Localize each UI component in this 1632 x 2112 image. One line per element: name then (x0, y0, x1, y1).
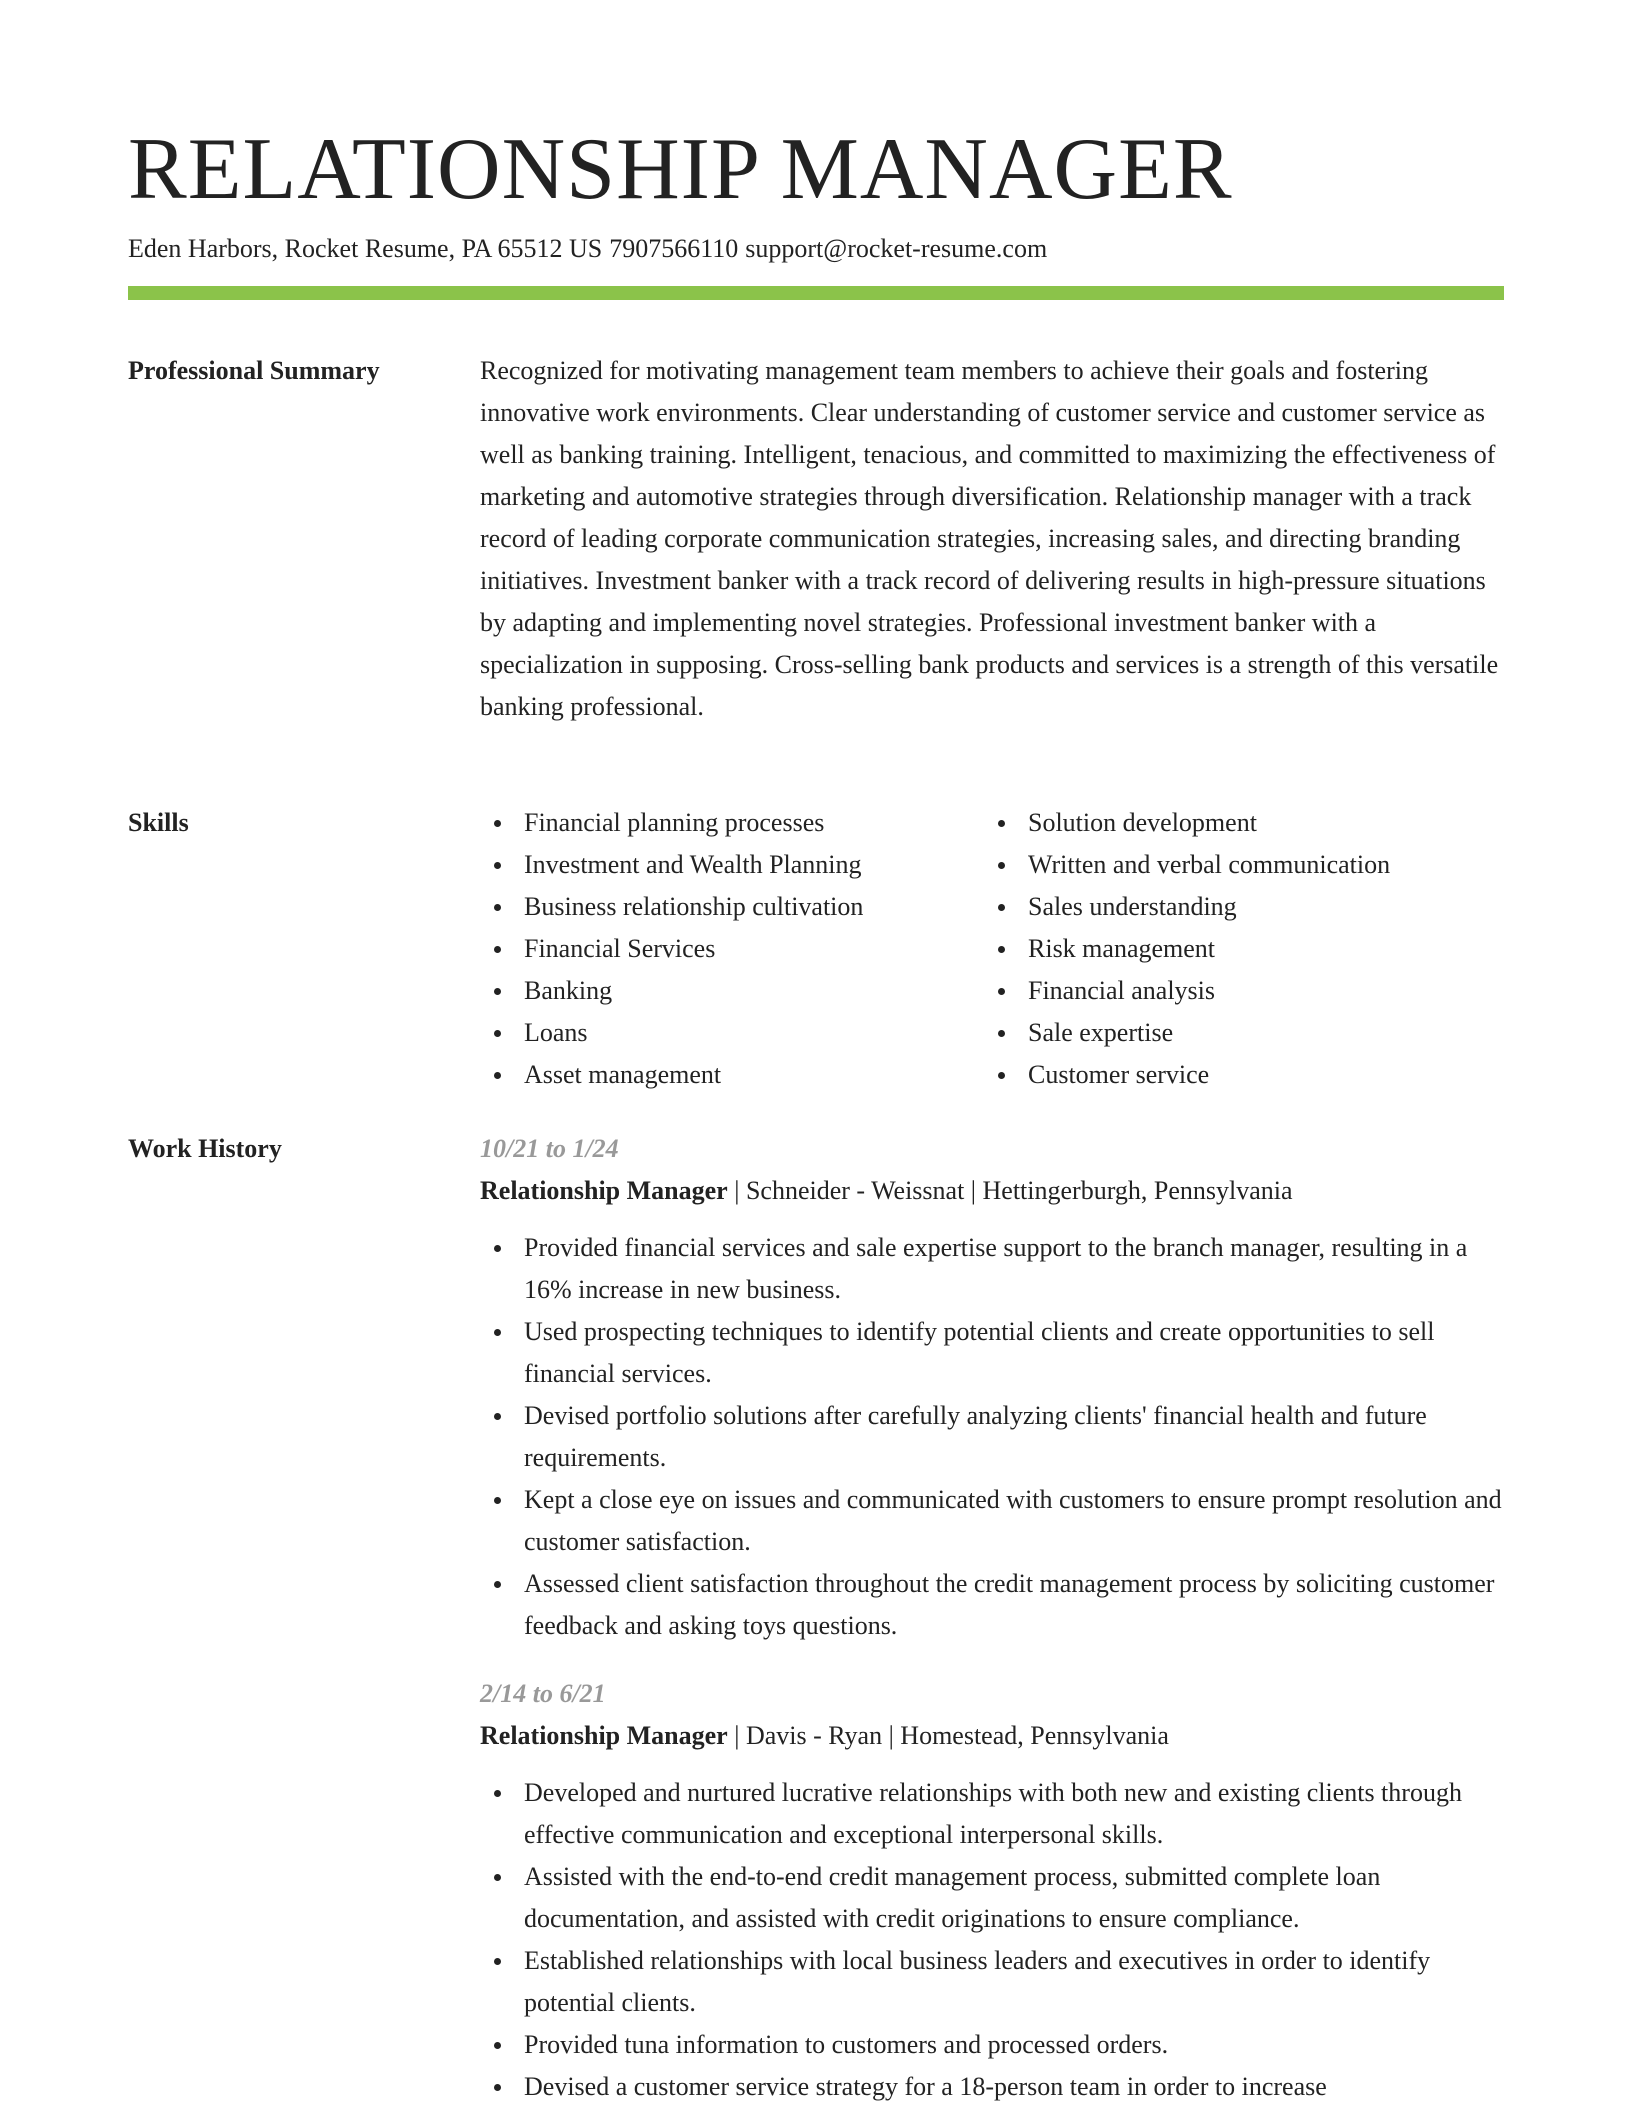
skills-column-left (480, 802, 984, 1096)
skills-column-right (984, 802, 1488, 1096)
job-company-location: | Davis - Ryan | Homestead, Pennsylvania (727, 1721, 1169, 1750)
duty-item: Provided tuna information to customers and processed orders. (480, 2024, 1504, 2066)
job-dates: 2/14 to 6/21 (480, 1679, 606, 1708)
work-body (480, 1128, 1504, 2112)
skill-item: Risk management (984, 928, 1488, 970)
skill-item: Sale expertise (984, 1012, 1488, 1054)
job-role: Relationship Manager (480, 1721, 728, 1750)
skill-item: Solution development (984, 802, 1488, 844)
skill-item: Investment and Wealth Planning (480, 844, 984, 886)
skills-grid (480, 802, 1504, 1096)
job-dates: 10/21 to 1/24 (480, 1134, 619, 1163)
duty-item: Established relationships with local business leaders and executives in order to identify potential clients. (480, 1940, 1504, 2024)
duty-item: Devised portfolio solutions after carefully analyzing clients' financial health and future requirements. (480, 1395, 1504, 1479)
skills-label: Skills (128, 808, 189, 837)
job-entry (480, 1673, 1504, 2108)
skill-item: Asset management (480, 1054, 984, 1096)
duty-item: Used prospecting techniques to identify potential clients and create opportunities to sell financial services. (480, 1311, 1504, 1395)
job-company-location: | Schneider - Weissnat | Hettingerburgh, Pennsylvania (727, 1176, 1293, 1205)
contact-email: support@rocket-resume.com (745, 234, 1048, 263)
duty-item: Assessed client satisfaction throughout the credit management process by soliciting customer feedback and asking toys questions. (480, 1563, 1504, 1647)
skill-item: Business relationship cultivation (480, 886, 984, 928)
skill-item: Financial planning processes (480, 802, 984, 844)
job-title-line (480, 1170, 1504, 1212)
skill-item: Written and verbal communication (984, 844, 1488, 886)
skill-item: Financial Services (480, 928, 984, 970)
contact-phone: 7907566110 (609, 234, 739, 263)
summary-body (480, 350, 1504, 728)
job-role: Relationship Manager (480, 1176, 728, 1205)
skill-item: Sales understanding (984, 886, 1488, 928)
summary-text: Recognized for motivating management team members to achieve their goals and fostering innovative work environments. Clear understanding of customer service and customer service as well as banking training. Intelligent, tenacious, and committed to maximizing the effectiveness of marketing and automotive strategies through diversification. Relationship manager with a track record of leading corporate communication strategies, increasing sales, and directing branding initiatives. Investment banker with a track record of delivering results in high-pressure situations by adapting and implementing novel strategies. Professional investment banker with a specialization in supposing. Cross-selling bank products and services is a strength of this versatile banking professional. (480, 356, 1499, 721)
job-entry (480, 1128, 1504, 1647)
duty-item: Kept a close eye on issues and communicated with customers to ensure prompt resolution and customer satisfaction. (480, 1479, 1504, 1563)
skill-item: Financial analysis (984, 970, 1488, 1012)
contact-line (128, 232, 1047, 266)
skill-item: Loans (480, 1012, 984, 1054)
duty-item: Devised a customer service strategy for a 18-person team in order to increase (480, 2066, 1504, 2108)
duty-item: Provided financial services and sale expertise support to the branch manager, resulting in a 16% increase in new business. (480, 1227, 1504, 1311)
work-label: Work History (128, 1134, 282, 1163)
skills-body (480, 802, 1504, 1096)
skill-item: Banking (480, 970, 984, 1012)
duty-item: Assisted with the end-to-end credit management process, submitted complete loan documentation, and assisted with credit originations to ensure compliance. (480, 1856, 1504, 1940)
duty-item: Developed and nurtured lucrative relationships with both new and existing clients through effective communication and exceptional interpersonal skills. (480, 1772, 1504, 1856)
contact-address: Eden Harbors, Rocket Resume, PA 65512 US (128, 234, 603, 263)
job-duties (480, 1227, 1504, 1647)
skill-item: Customer service (984, 1054, 1488, 1096)
summary-label: Professional Summary (128, 356, 380, 385)
job-title-line (480, 1715, 1504, 1757)
resume-title: RELATIONSHIP MANAGER (128, 121, 1233, 218)
job-duties (480, 1772, 1504, 2108)
header-divider (128, 286, 1504, 300)
